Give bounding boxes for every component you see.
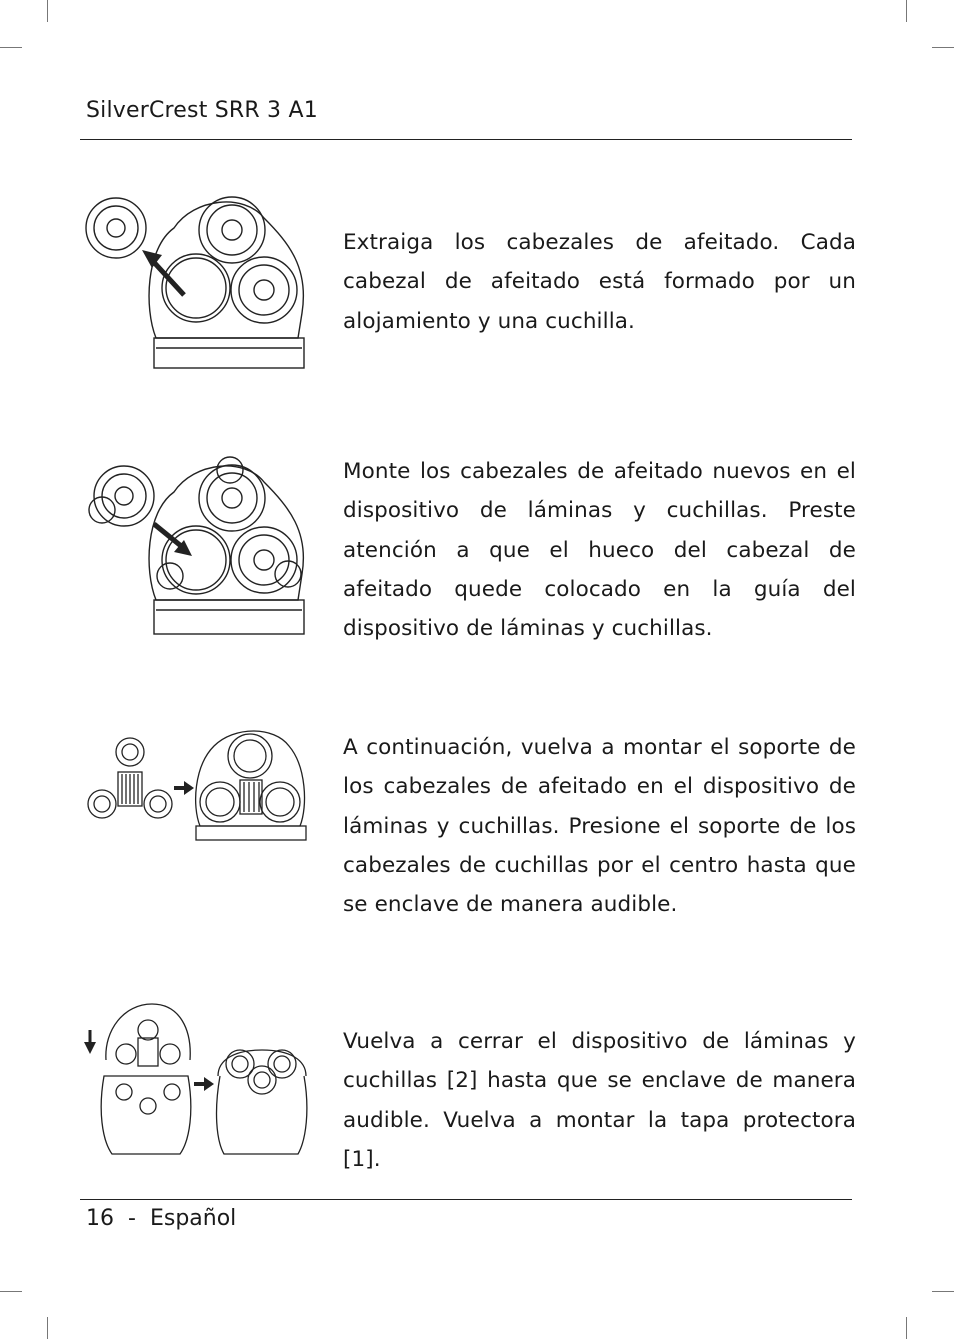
step-1-text: Extraiga los cabezales de afeitado. Cada cabezal de afeitado está formado por un alojamiento y una cuchilla.	[343, 230, 856, 334]
step-4-text: Vuelva a cerrar el dispositivo de láminas y cuchillas [2] hasta que se enclave de manera audible. Vuelva a montar la tapa protectora [1].	[343, 1029, 856, 1172]
insert-new-shaving-heads-illustration	[84, 452, 310, 638]
page-header: SilverCrest SRR 3 A1	[86, 98, 318, 123]
remove-shaving-heads-illustration	[84, 188, 310, 372]
footer-language: Español	[149, 1206, 237, 1231]
close-foil-unit-illustration	[84, 1000, 310, 1156]
crop-mark	[47, 1317, 48, 1339]
mount-head-holder-illustration	[84, 726, 310, 844]
footer-rule	[80, 1199, 852, 1200]
footer-separator: -	[128, 1206, 136, 1231]
page-number: 16	[86, 1206, 114, 1231]
step-3-text: A continuación, vuelva a montar el soporte de los cabezales de afeitado en el dispositivo de láminas y cuchillas. Presione el soporte de los cabezales de cuchillas por el centro hasta que se enclave de manera audible.	[343, 735, 856, 918]
crop-mark	[0, 1291, 22, 1292]
step-2-text: Monte los cabezales de afeitado nuevos en el dispositivo de láminas y cuchillas. Preste atención a que el hueco del cabezal de afeitado quede colocado en la guía del dispositivo de láminas y cuchillas.	[343, 459, 856, 642]
header-rule	[80, 139, 852, 140]
crop-mark	[932, 1291, 954, 1292]
crop-mark	[906, 0, 907, 22]
page-footer	[86, 1206, 236, 1231]
crop-mark	[47, 0, 48, 22]
crop-mark	[906, 1317, 907, 1339]
crop-mark	[932, 47, 954, 48]
crop-mark	[0, 47, 22, 48]
